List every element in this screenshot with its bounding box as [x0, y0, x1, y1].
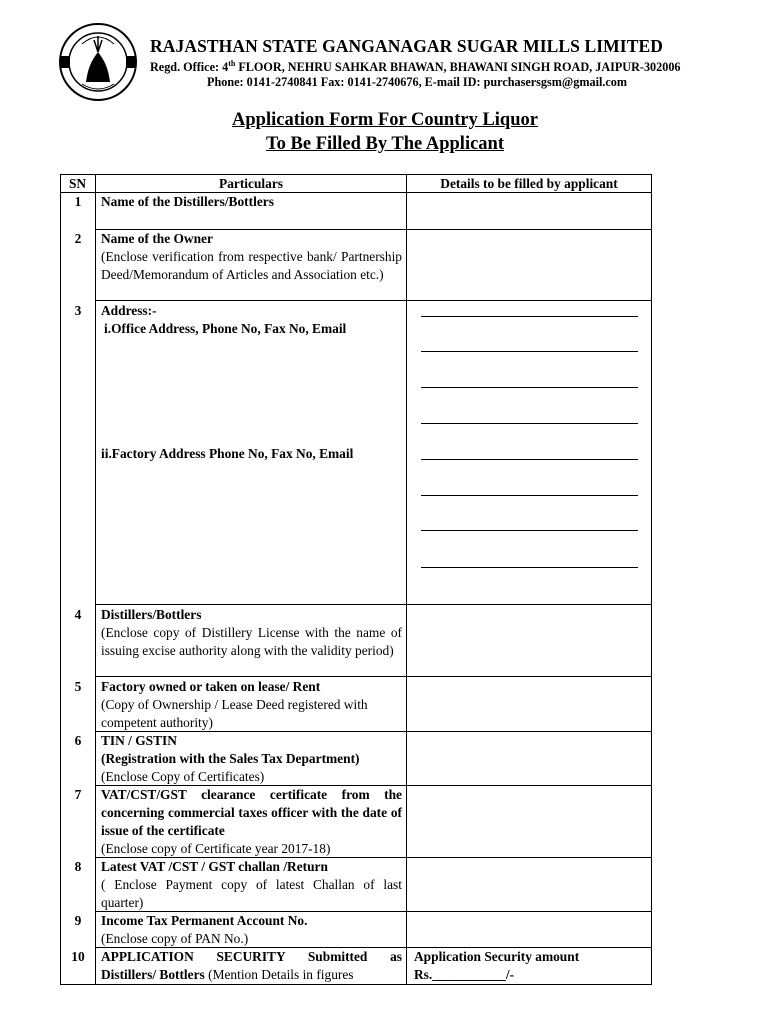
row-note: (Enclose copy of Certificate year 2017-18): [101, 841, 331, 856]
row-particulars: Name of the Owner: [101, 231, 213, 246]
row-note: (Enclose verification from respective bank/ Partnership Deed/Memorandum of Articles and Association etc.): [101, 249, 402, 282]
detail-input-challan[interactable]: [408, 859, 650, 910]
row-particulars: TIN / GSTIN: [101, 733, 177, 748]
row-particulars: Name of the Distillers/Bottlers: [101, 194, 274, 209]
row-sn: 10: [71, 949, 85, 964]
row-divider: [96, 300, 652, 301]
detail-input-ownership[interactable]: [408, 678, 650, 730]
row-sn: 3: [74, 303, 82, 318]
detail-input-distiller-name[interactable]: [408, 194, 650, 228]
company-logo: [58, 22, 138, 102]
table-bottom-border: [60, 984, 652, 985]
office-address-label: i.Office Address, Phone No, Fax No, Email: [104, 321, 347, 336]
factory-address-line[interactable]: [421, 459, 638, 460]
row-divider: [96, 604, 652, 605]
row-note: (Enclose Copy of Certificates): [101, 769, 265, 784]
row-particulars: Distillers/Bottlers: [101, 607, 202, 622]
row-sn: 7: [74, 787, 82, 802]
detail-input-clearance[interactable]: [408, 787, 650, 856]
row-subtitle: (Registration with the Sales Tax Department): [101, 751, 360, 766]
security-amount-label: Application Security amount: [414, 949, 580, 964]
factory-address-line[interactable]: [421, 567, 638, 568]
org-name: RAJASTHAN STATE GANGANAGAR SUGAR MILLS LIMITED: [150, 36, 663, 56]
row-note: (Copy of Ownership / Lease Deed registered with competent authority): [101, 697, 368, 730]
row-sn: 6: [74, 733, 82, 748]
factory-address-line[interactable]: [421, 495, 638, 496]
row-sn: 1: [74, 194, 82, 209]
column-header-particulars: Particulars: [219, 176, 283, 191]
table-details-divider: [406, 174, 407, 985]
office-address-line[interactable]: [421, 387, 638, 388]
factory-address-line[interactable]: [421, 530, 638, 531]
row-particulars: Income Tax Permanent Account No.: [101, 913, 308, 928]
form-subtitle: To Be Filled By The Applicant: [266, 134, 504, 154]
office-address-line[interactable]: [421, 351, 638, 352]
office-address-line[interactable]: [421, 316, 638, 317]
form-title: Application Form For Country Liquor: [232, 110, 538, 130]
office-address-line[interactable]: [421, 423, 638, 424]
row-sn: 5: [74, 679, 82, 694]
table-right-border: [651, 174, 652, 985]
row-sn: 2: [74, 231, 82, 246]
registered-office: Regd. Office: 4th FLOOR, NEHRU SAHKAR BHAWAN, BHAWANI SINGH ROAD, JAIPUR-302006: [150, 59, 681, 75]
row-sn: 4: [74, 607, 82, 622]
row-sn: 8: [74, 859, 82, 874]
row-note: (Enclose copy of PAN No.): [101, 931, 249, 946]
row-particulars: Factory owned or taken on lease/ Rent: [101, 679, 321, 694]
security-amount-field[interactable]: Rs.___________/-: [414, 967, 515, 982]
detail-input-pan[interactable]: [408, 913, 650, 946]
row-note: ( Enclose Payment copy of latest Challan of last quarter): [101, 877, 402, 910]
detail-input-license[interactable]: [408, 606, 650, 675]
row-particulars: Latest VAT /CST / GST challan /Return: [101, 859, 328, 874]
detail-input-gstin[interactable]: [408, 732, 650, 784]
row-note: (Enclose copy of Distillery License with the name of issuing excise authority along with the validity period): [101, 625, 402, 658]
row-particulars: VAT/CST/GST clearance certificate from the concerning commercial taxes officer with the date of issue of the certificate: [101, 787, 402, 838]
row-particulars: Address:-: [101, 303, 157, 318]
column-header-details: Details to be filled by applicant: [440, 176, 618, 191]
row-particulars: APPLICATION SECURITY Submitted as Distillers/ Bottlers (Mention Details in figures: [101, 949, 402, 982]
row-divider: [96, 676, 652, 677]
factory-address-label: ii.Factory Address Phone No, Fax No, Email: [101, 446, 354, 461]
detail-input-owner-name[interactable]: [408, 231, 650, 299]
column-header-sn: SN: [68, 176, 87, 191]
row-sn: 9: [74, 913, 82, 928]
contact-details: Phone: 0141-2740841 Fax: 0141-2740676, E-mail ID: purchasersgsm@gmail.com: [207, 75, 628, 89]
